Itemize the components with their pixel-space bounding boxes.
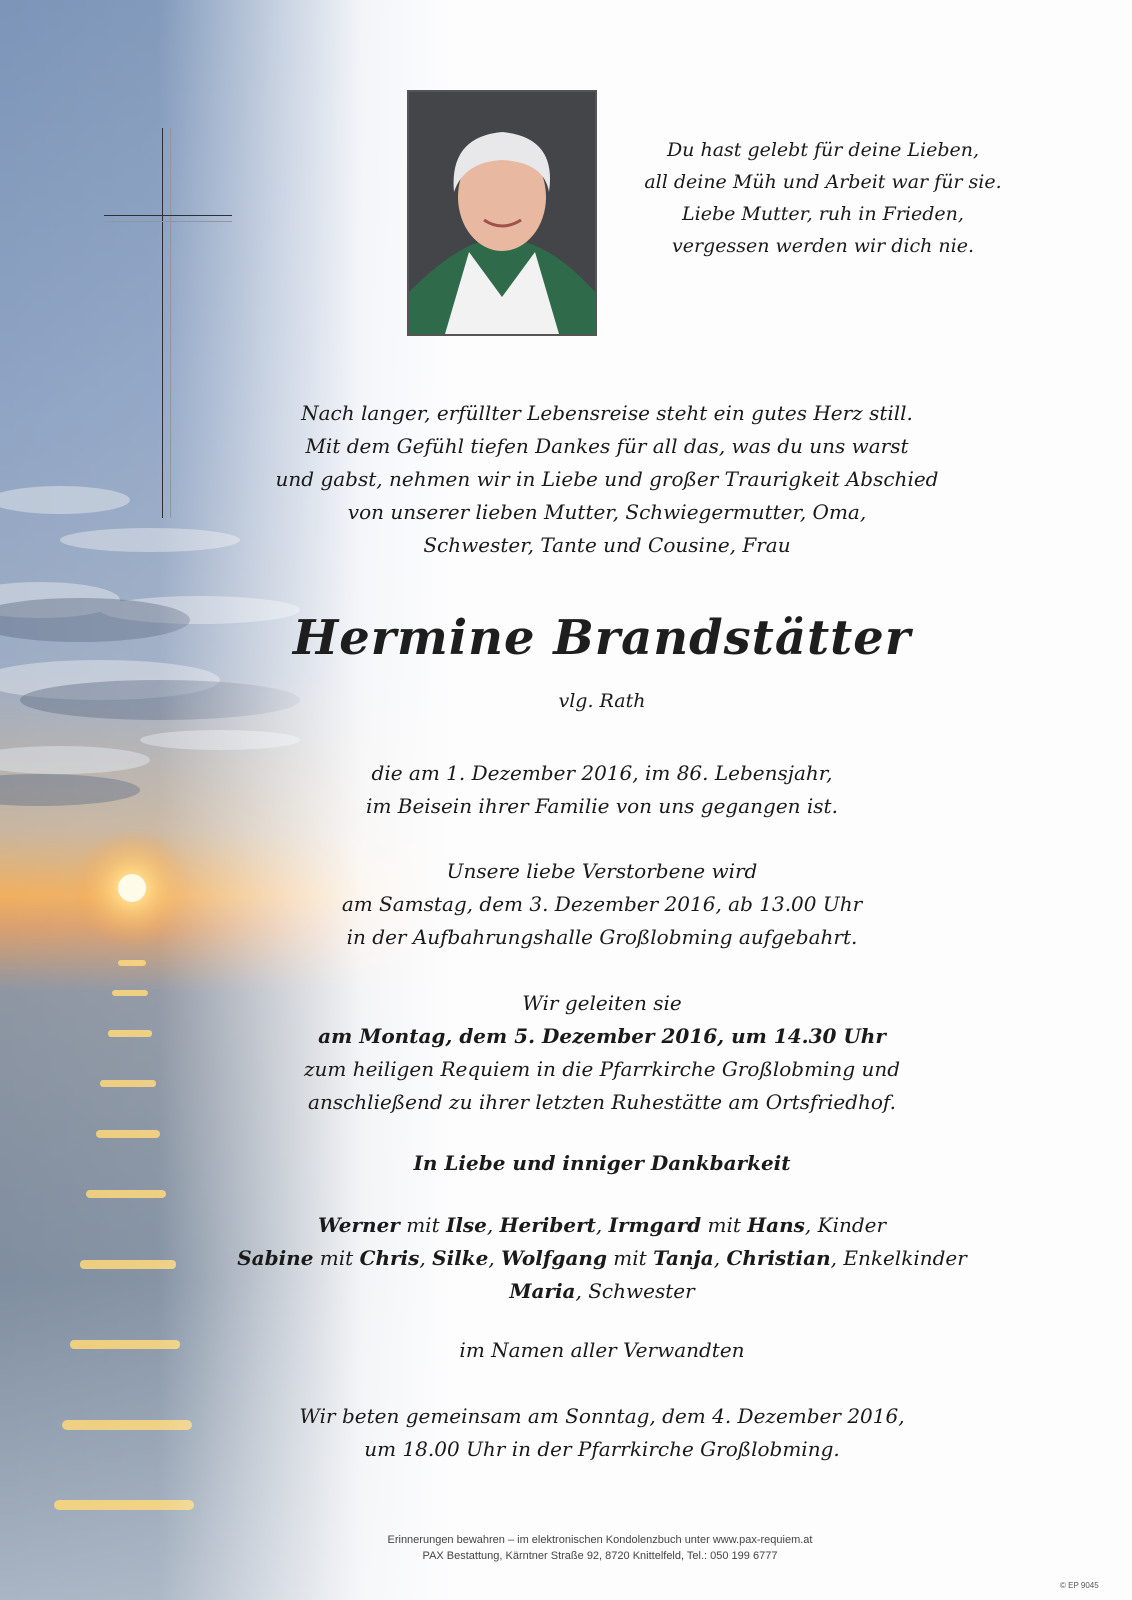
family-member-name: Hans [747,1213,805,1237]
family-relation-text: , Kinder [804,1213,887,1237]
intro-line: von unserer lieben Mutter, Schwiegermutter, Oma, [347,500,867,524]
family-member-name: Heribert [499,1213,596,1237]
cross-line-shadow [170,128,171,518]
lying-line: am Samstag, dem 3. Dezember 2016, ab 13.00 Uhr [341,892,863,916]
thanks-heading: In Liebe und inniger Dankbarkeit [413,1151,791,1175]
footer-address: PAX Bestattung, Kärntner Straße 92, 8720 Knittelfeld, Tel.: 050 199 6777 [422,1550,778,1562]
intro-line: Nach langer, erfüllter Lebensreise steht ein gutes Herz still. [301,401,913,425]
family-relation-text: , [486,1213,500,1237]
prayer-line: Wir beten gemeinsam am Sonntag, dem 4. Dezember 2016, [299,1404,905,1428]
funeral-info [232,987,972,1119]
family-relation-text: mit [399,1213,446,1237]
family-relation-text: , Enkelkinder [830,1246,967,1270]
cross-bar-shadow [104,221,232,222]
intro-line: und gabst, nehmen wir in Liebe und großer Traurigkeit Abschied [275,467,939,491]
prayer-info [232,1400,972,1466]
footer [330,1532,870,1564]
family-member-name: Maria [509,1279,576,1303]
footer-condolence-link: Erinnerungen bewahren – im elektronischen Kondolenzbuch unter www.pax-requiem.at [387,1534,813,1546]
family-line-sister [232,1275,972,1308]
poem-line: Liebe Mutter, ruh in Frieden, [682,203,964,225]
funeral-intro: Wir geleiten sie [522,991,682,1015]
reference-code: © EP 9045 [1060,1581,1099,1590]
funeral-line: zum heiligen Requiem in die Pfarrkirche Großlobming und [303,1057,901,1081]
family-member-name: Wolfgang [501,1246,607,1270]
funeral-line: anschließend zu ihrer letzten Ruhestätte am Ortsfriedhof. [308,1090,896,1114]
family-line-grandchildren [232,1242,972,1275]
poem-line: all deine Müh und Arbeit war für sie. [644,171,1002,193]
funeral-date: am Montag, dem 5. Dezember 2016, um 14.30 Uhr [318,1024,886,1048]
poem-line: Du hast gelebt für deine Lieben, [666,139,980,161]
family-member-name: Werner [317,1213,400,1237]
family-relation-text: mit [606,1246,654,1270]
intro-line: Mit dem Gefühl tiefen Dankes für all das, was du uns warst [305,434,909,458]
family-list [232,1209,972,1308]
cross-bar [104,215,232,216]
family-relation-text: mit [313,1246,360,1270]
family-member-name: Christian [726,1246,831,1270]
death-line: im Beisein ihrer Familie von uns gegangen ist. [366,794,838,818]
family-relation-text: mit [701,1213,748,1237]
cross-icon [162,128,163,518]
death-line: die am 1. Dezember 2016, im 86. Lebensjahr, [371,761,833,785]
relatives-note: im Namen aller Verwandten [459,1338,745,1362]
poem-line: vergessen werden wir dich nie. [672,235,974,257]
intro-line: Schwester, Tante und Cousine, Frau [423,533,791,557]
prayer-line: um 18.00 Uhr in der Pfarrkirche Großlobming. [364,1437,840,1461]
family-member-name: Silke [432,1246,489,1270]
deceased-name: Hermine Brandstätter [292,610,912,666]
lying-in-state-info [232,855,972,954]
family-member-name: Chris [359,1246,420,1270]
death-info [232,757,972,823]
portrait-photo [407,90,597,336]
lying-line: Unsere liebe Verstorbene wird [446,859,758,883]
family-line-children [232,1209,972,1242]
family-member-name: Irmgard [608,1213,702,1237]
family-member-name: Sabine [237,1246,314,1270]
intro-text [262,397,952,562]
family-relation-text: , [713,1246,727,1270]
family-relation-text: , [595,1213,609,1237]
lying-line: in der Aufbahrungshalle Großlobming aufgebahrt. [346,925,858,949]
family-member-name: Tanja [653,1246,714,1270]
family-relation-text: , [488,1246,502,1270]
family-relation-text: , Schwester [575,1279,695,1303]
deceased-alias: vlg. Rath [558,690,646,712]
family-member-name: Ilse [445,1213,487,1237]
family-relation-text: , [419,1246,433,1270]
memorial-poem [640,134,1006,262]
